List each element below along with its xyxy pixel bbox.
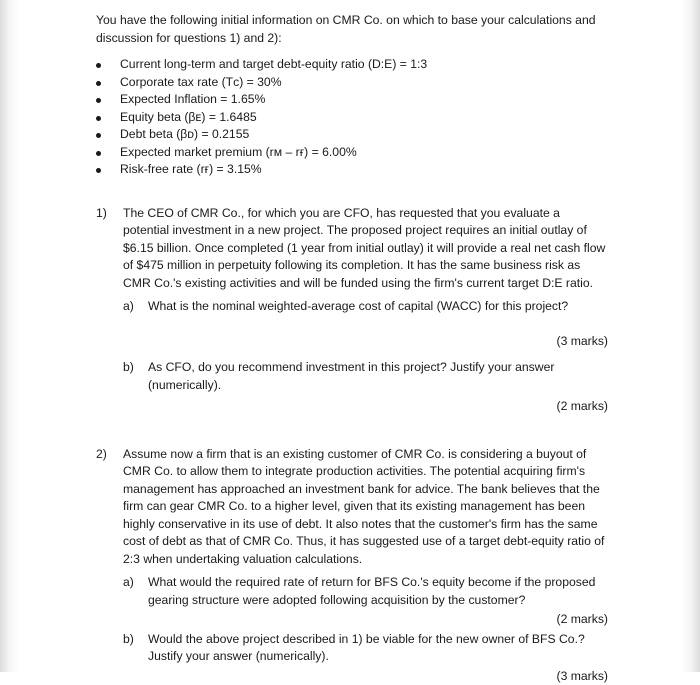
bullet-icon	[96, 98, 101, 103]
question-text: Assume now a firm that is an existing customer of CMR Co. is considering a buyout of CMR Co. to allow them to integrate production activities. The potential acquiring firm's management has approached an investment bank for advice. The bank believes that the firm can gear CMR Co. to a higher level, given that its existing management has been highly conservative in its use of debt. It also notes that the customer's firm has the same cost of debt as that of CMR Co. Thus, it has suggested use of a target debt-equity ratio of 2:3 when undertaking valuation calculations.	[123, 446, 608, 569]
bullet-icon	[96, 168, 101, 173]
question-1a	[123, 298, 608, 316]
list-item	[96, 74, 608, 92]
bullet-icon	[96, 151, 101, 156]
bullet-icon	[96, 81, 101, 86]
marks-label: (2 marks)	[123, 398, 608, 416]
subquestion-label: a)	[123, 298, 134, 316]
question-1	[96, 205, 608, 416]
question-text: The CEO of CMR Co., for which you are CFO, has requested that you evaluate a potential investment in a new project. The proposed project requires an initial outlay of $6.15 billion. Once completed (1 year from initial outlay) it will provide a real net cash flow of $475 million in perpetuity following its completion. It has the same business risk as CMR Co.'s existing activities and will be funded using the firm's current target D:E ratio.	[123, 205, 608, 293]
subquestion-label: a)	[123, 574, 134, 592]
subquestion-label: b)	[123, 359, 134, 377]
intro-paragraph: You have the following initial information on CMR Co. on which to base your calculations and discussion for questions 1) and 2):	[96, 12, 608, 47]
list-item-text: Corporate tax rate (Tᴄ) = 30%	[120, 75, 282, 89]
document-body	[96, 12, 608, 685]
subquestion-text: What is the nominal weighted-average cost of capital (WACC) for this project?	[148, 298, 608, 316]
list-item	[96, 56, 608, 74]
marks-label: (3 marks)	[123, 668, 608, 685]
question-2a	[123, 574, 608, 609]
bullet-icon	[96, 133, 101, 138]
list-item-text: Debt beta (βᴅ) = 0.2155	[120, 127, 249, 141]
list-item-text: Risk-free rate (rғ) = 3.15%	[120, 162, 262, 176]
question-number: 2)	[96, 446, 107, 464]
marks-label: (2 marks)	[123, 611, 608, 629]
subquestion-label: b)	[123, 631, 134, 649]
question-2	[96, 446, 608, 685]
bullet-icon	[96, 116, 101, 121]
list-item	[96, 126, 608, 144]
list-item	[96, 91, 608, 109]
page-edge-right	[682, 0, 700, 672]
page-edge-left	[0, 0, 18, 672]
marks-label: (3 marks)	[123, 333, 608, 351]
subquestion-text: What would the required rate of return for BFS Co.'s equity become if the proposed gearing structure were adopted following acquisition by the customer?	[148, 574, 608, 609]
list-item	[96, 144, 608, 162]
list-item	[96, 109, 608, 127]
question-number: 1)	[96, 205, 107, 223]
list-item-text: Current long-term and target debt-equity ratio (D:E) = 1:3	[120, 57, 427, 71]
subquestion-text: As CFO, do you recommend investment in this project? Justify your answer (numerically).	[148, 359, 608, 394]
bullet-icon	[96, 63, 101, 68]
question-2b	[123, 631, 608, 666]
list-item-text: Expected market premium (rᴍ – rғ) = 6.00%	[120, 145, 357, 159]
list-item	[96, 161, 608, 179]
list-item-text: Expected Inflation = 1.65%	[120, 92, 265, 106]
subquestion-text: Would the above project described in 1) be viable for the new owner of BFS Co.? Justify your answer (numerically).	[148, 631, 608, 666]
question-1b	[123, 359, 608, 394]
list-item-text: Equity beta (βᴇ) = 1.6485	[120, 110, 257, 124]
given-information-list	[96, 56, 608, 179]
